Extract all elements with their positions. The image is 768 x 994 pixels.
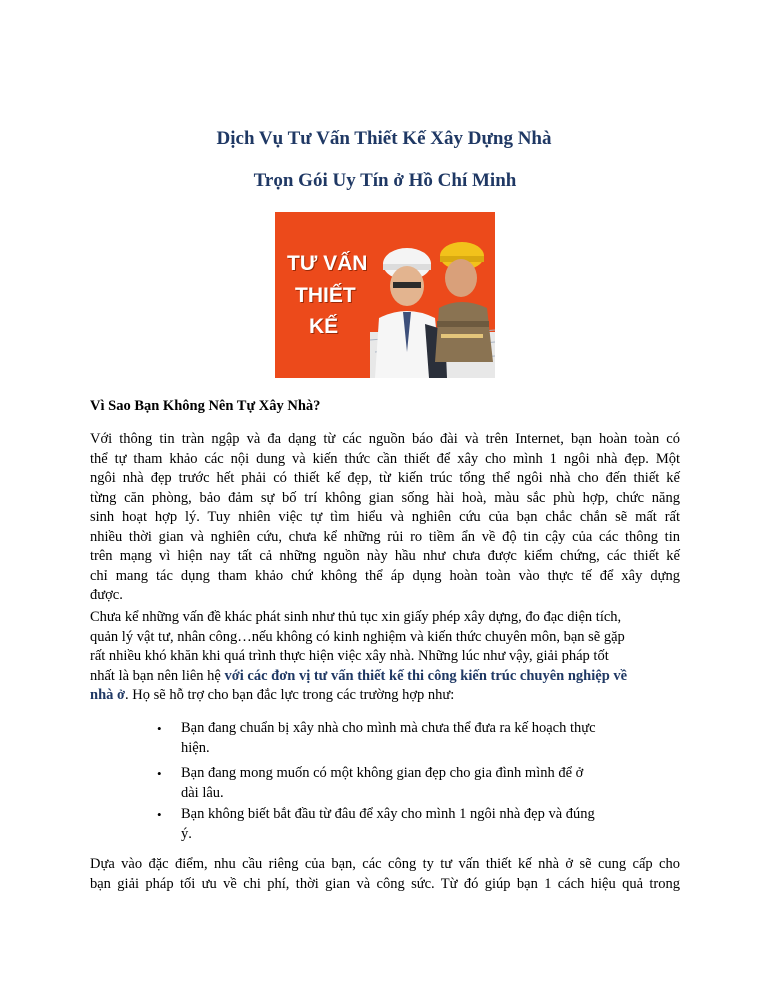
paragraph-line: nhiều thời gian và nghiên cứu, chưa kể những rủi ro tiềm ẩn về độ tin cậy của các thông tin: [90, 528, 680, 545]
list-item: [157, 764, 651, 803]
list-item-text: Bạn đang mong muốn có một không gian đẹp cho gia đình mình để ở: [181, 765, 584, 781]
paragraph-line: chỉ mang tác dụng tham khảo chứ không thể áp dụng hoàn toàn vào thực tế để xây dựng: [90, 567, 680, 584]
paragraph-1: [90, 430, 680, 606]
paragraph-text: nhất là bạn nên liên hệ: [90, 667, 225, 684]
paragraph-line: Dựa vào đặc điểm, nhu cầu riêng của bạn, các công ty tư vấn thiết kế nhà ở sẽ cung cấp cho: [90, 856, 680, 872]
list-item-text: Bạn đang chuẩn bị xây nhà cho mình mà chưa thể đưa ra kế hoạch thực: [181, 720, 596, 736]
paragraph-line: ngôi nhà đẹp trước hết phải có thiết kế đẹp, từ kiến trúc tổng thể ngôi nhà cho đến thiết kế: [90, 470, 680, 486]
paragraph-line: sinh hoạt hợp lý. Tuy nhiên việc tự tìm hiểu và nghiên cứu của bạn chắc chắn sẽ mất rất: [90, 509, 680, 525]
bullet-icon: •: [157, 766, 162, 781]
paragraph-line: được.: [90, 587, 123, 603]
paragraph-line: thể tự tham khảo các nội dung và kiến thức cần thiết để xây cho mình 1 ngôi nhà đẹp. Một: [90, 450, 680, 467]
section-heading: Vì Sao Bạn Không Nên Tự Xây Nhà?: [90, 398, 321, 414]
paragraph-line: [90, 667, 680, 687]
list-item-text: Bạn không biết bắt đầu từ đâu để xây cho mình 1 ngôi nhà đẹp và đúng: [181, 806, 595, 822]
image-text-line: THIẾT: [295, 284, 356, 307]
document-title-line1: Dịch Vụ Tư Vấn Thiết Kế Xây Dựng Nhà: [216, 128, 552, 149]
list-item: [157, 805, 651, 844]
list-item-text: dài lâu.: [181, 784, 224, 801]
paragraph-line: trên mạng vì hiện nay tất cả những nguồn này hầu như chưa được kiểm chứng, các thiết kế: [90, 548, 680, 564]
image-text-line: KẾ: [309, 315, 339, 338]
list-item: [157, 719, 651, 758]
bullet-icon: •: [157, 721, 162, 736]
paragraph-line: [90, 686, 680, 706]
service-link[interactable]: nhà ở: [90, 687, 126, 703]
paragraph-line: từng căn phòng, bảo đảm sự bố trí không gian sống hài hoà, màu sắc phù hợp, chức năng: [90, 489, 680, 506]
list-item-text: hiện.: [181, 739, 210, 756]
consulting-image: [275, 212, 495, 378]
paragraph-line: bạn giải pháp tối ưu về chi phí, thời gian và công sức. Từ đó giúp bạn 1 cách hiệu quả trong: [90, 875, 680, 892]
paragraph-line: Chưa kể những vấn đề khác phát sinh như thủ tục xin giấy phép xây dựng, đo đạc diện tích,: [90, 609, 622, 625]
list-item-text: ý.: [181, 825, 192, 842]
paragraph-3: [90, 855, 680, 894]
paragraph-line: rất nhiều khó khăn khi quá trình thực hiện việc xây nhà. Những lúc như vậy, giải pháp tốt: [90, 648, 609, 664]
document-title-line2: Trọn Gói Uy Tín ở Hồ Chí Minh: [253, 170, 517, 191]
image-text-line: TƯ VẤN: [287, 252, 368, 275]
paragraph-text: . Họ sẽ hỗ trợ cho bạn đắc lực trong các trường hợp như:: [125, 687, 455, 703]
paragraph-line: Với thông tin tràn ngập và đa dạng từ các nguồn báo đài và trên Internet, bạn hoàn toàn có: [90, 431, 680, 447]
paragraph-2: [90, 608, 680, 706]
paragraph-line: quản lý vật tư, nhân công…nếu không có kinh nghiệm và kiến thức chuyên môn, bạn sẽ gặp: [90, 628, 625, 645]
service-link[interactable]: với các đơn vị tư vấn thiết kế thi công kiến trúc chuyên nghiệp về: [224, 667, 628, 684]
bullet-icon: •: [157, 807, 162, 822]
